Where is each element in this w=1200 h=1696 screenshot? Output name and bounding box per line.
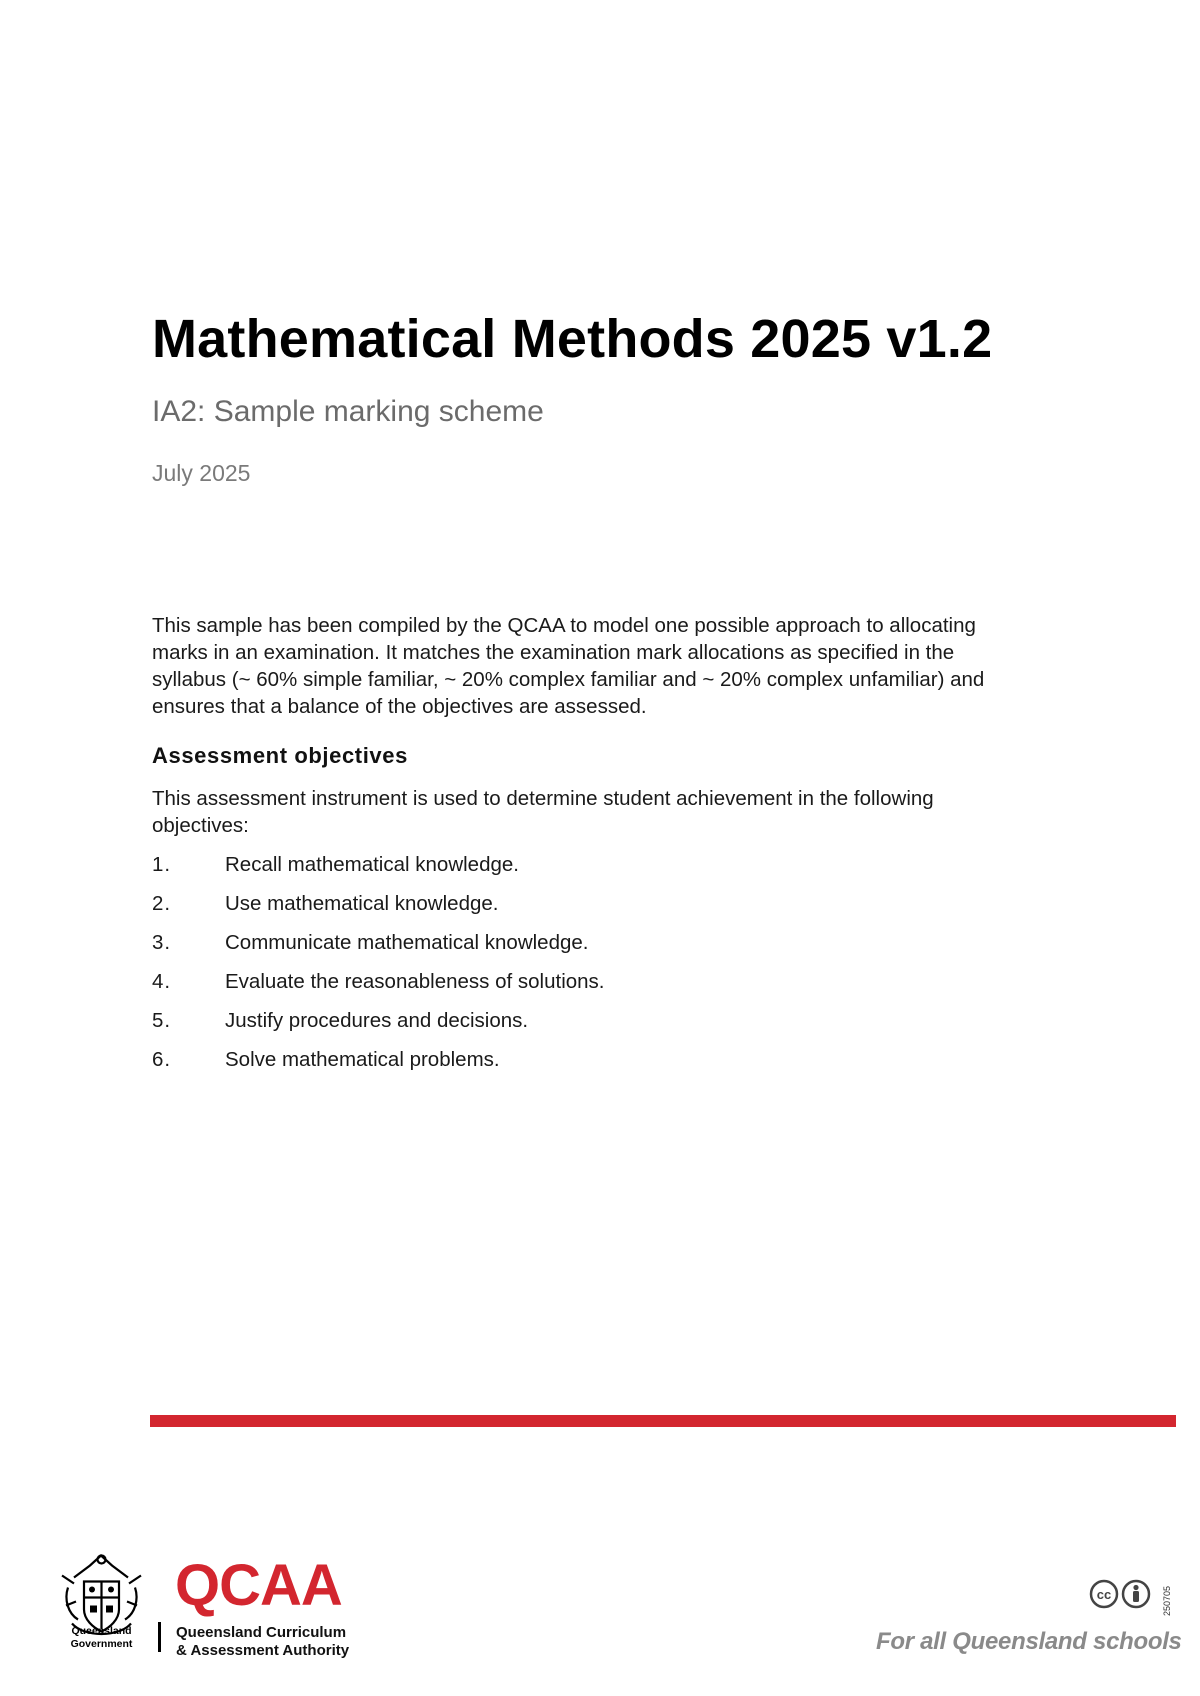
publication-date: July 2025	[152, 460, 251, 486]
objective-text: Justify procedures and decisions.	[225, 1009, 529, 1032]
government-line-1: Queensland	[71, 1625, 132, 1637]
objective-number: 4.	[152, 970, 172, 993]
objective-text: Recall mathematical knowledge.	[225, 853, 519, 876]
objective-item	[152, 1007, 1032, 1046]
objective-number: 1.	[152, 853, 172, 876]
objective-text: Use mathematical knowledge.	[225, 892, 499, 915]
government-line-2: Government	[70, 1638, 133, 1650]
intro-paragraph: This sample has been compiled by the QCAA to model one possible approach to allocating marks in an examination. It matches the examination mark allocations as specified in the syllabus (~ 60% simple familiar, ~ 20% complex familiar and ~ 20% complex unfamiliar) and ensures that a balance of the objectives are assessed.	[152, 614, 985, 718]
assessment-objectives-heading: Assessment objectives	[152, 743, 408, 768]
government-name	[54, 1625, 149, 1651]
objective-text: Evaluate the reasonableness of solutions.	[225, 970, 605, 993]
objective-item	[152, 851, 1032, 890]
footer-tagline: For all Queensland schools	[876, 1628, 1182, 1655]
logo-divider	[158, 1622, 161, 1652]
qcaa-logo: QCAA	[175, 1553, 342, 1618]
objective-item	[152, 929, 1032, 968]
page-subtitle: IA2: Sample marking scheme	[152, 395, 544, 428]
objectives-intro: This assessment instrument is used to determine student achievement in the following objectives:	[152, 787, 934, 837]
objectives-list	[152, 851, 1032, 1085]
page-title: Mathematical Methods 2025 v1.2	[152, 309, 993, 369]
objective-number: 5.	[152, 1009, 172, 1032]
svg-text:cc: cc	[1096, 1587, 1112, 1602]
qcaa-full-name	[176, 1624, 349, 1660]
document-code: 250705	[1162, 1585, 1172, 1616]
footer-divider-rule	[150, 1415, 1176, 1427]
footer-logos	[54, 1530, 374, 1660]
objective-item	[152, 968, 1032, 1007]
objective-item	[152, 890, 1032, 929]
objective-number: 3.	[152, 931, 172, 954]
qcaa-name-line-1: Queensland Curriculum	[176, 1624, 347, 1641]
creative-commons-by-icon	[1088, 1578, 1156, 1610]
objective-number: 6.	[152, 1048, 172, 1071]
objective-text: Solve mathematical problems.	[225, 1048, 500, 1071]
objective-item	[152, 1046, 1032, 1085]
qcaa-name-line-2: & Assessment Authority	[176, 1642, 350, 1659]
objective-text: Communicate mathematical knowledge.	[225, 931, 589, 954]
objective-number: 2.	[152, 892, 172, 915]
